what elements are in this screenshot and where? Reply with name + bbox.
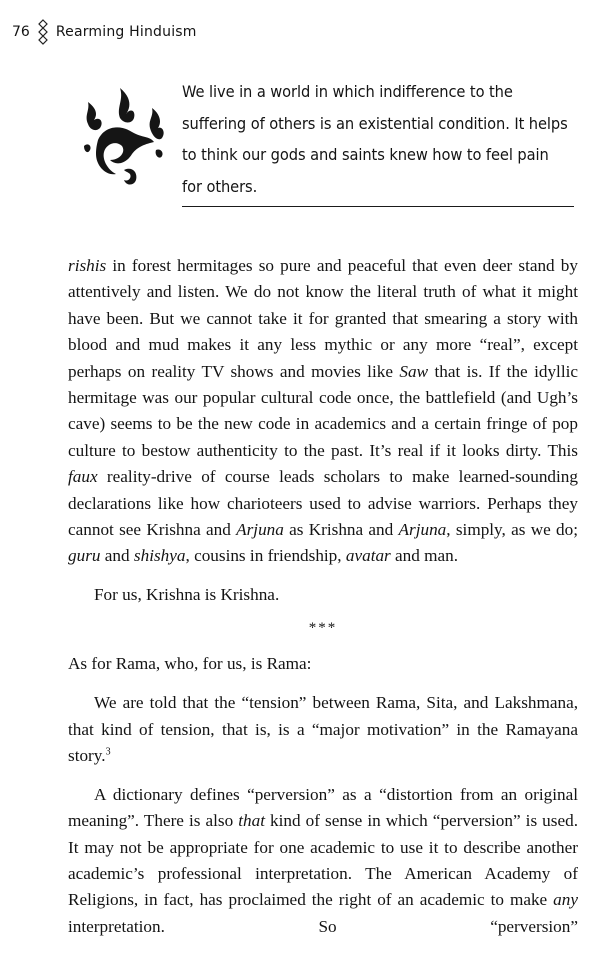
text-run: , cousins in friendship, — [185, 546, 346, 566]
text-run: in forest hermitages so pure and peaceful that even deer stand by attentively and listen. We do not know the literal truth of what it might have been. But we cannot take it for granted that smearing a story with blood and mud makes it any less mythic or any more “real”, except perhaps on reality TV shows and movies like — [68, 256, 578, 381]
paragraph-krishna: For us, Krishna is Krishna. — [94, 585, 280, 605]
text-run: and — [100, 546, 134, 566]
body-text — [68, 253, 578, 940]
text-run: reality-drive of course leads scholars to make learned-sounding declarations like how charioteers used to advise warriors. Perhaps they cannot see Krishna and — [68, 467, 578, 540]
text-run: kind of sense in which “perversion” is used. It may not be appropriate for one academic to use it to describe another academic’s professional interpretation. The American Academy of Religions, in fact, has proclaimed the right of an academic to make — [68, 811, 578, 910]
italic-term: guru — [68, 546, 101, 566]
italic-term: Arjuna — [398, 520, 447, 540]
paragraph-tension — [68, 690, 578, 769]
italic-term: rishis — [68, 256, 107, 275]
epigraph-line: for others. — [182, 176, 258, 196]
footnote-marker: 3 — [105, 746, 111, 758]
italic-term: avatar — [345, 546, 391, 566]
epigraph-line: suffering of others is an existential condition. It helps — [182, 113, 568, 133]
italic-term: shishya — [133, 546, 186, 566]
epigraph-line: to think our gods and saints knew how to feel pain — [182, 145, 549, 164]
italic-term: any — [553, 890, 578, 910]
italic-term: Arjuna — [236, 520, 284, 540]
page-number: 76 — [12, 24, 30, 40]
italic-term: faux — [68, 467, 98, 487]
epigraph-rule — [182, 206, 574, 207]
epigraph-line: We live in a world in which indifference to the — [182, 82, 513, 101]
paragraph-rishis — [68, 253, 578, 570]
paragraph-rama: As for Rama, who, for us, is Rama: — [68, 654, 312, 674]
text-run: A dictionary defines “perversion” as a “distortion from an original meaning”. There is also — [68, 784, 578, 831]
italic-term: Saw — [399, 361, 429, 381]
running-header — [12, 20, 197, 44]
text-run: and man. — [390, 546, 459, 566]
text-run: interpretation. So “perversion” — [68, 916, 578, 936]
text-run: that is. If the idyllic hermitage was our popular cultural code once, the battlefield (and Ugh’s cave) seems to be the new code in academics and a certain fringe of pop culture to bestow authenticity to the past. It’s real if it looks dirty. This — [68, 361, 579, 460]
text-run: as Krishna and — [283, 520, 399, 540]
epigraph — [182, 76, 568, 202]
diamond-ornament-icon — [38, 19, 48, 45]
text-run: , simply, as we do; — [446, 520, 578, 540]
section-separator: *** — [308, 619, 338, 636]
italic-term: that — [238, 811, 265, 831]
running-title: Rearming Hinduism — [55, 24, 197, 40]
text-run: We are told that the “tension” between Rama, Sita, and Lakshmana, that kind of tension, that is, is a “major motivation” in the Ramayana story. — [68, 693, 578, 765]
paragraph-perversion — [68, 782, 578, 940]
flame-ornament-icon — [80, 84, 166, 188]
